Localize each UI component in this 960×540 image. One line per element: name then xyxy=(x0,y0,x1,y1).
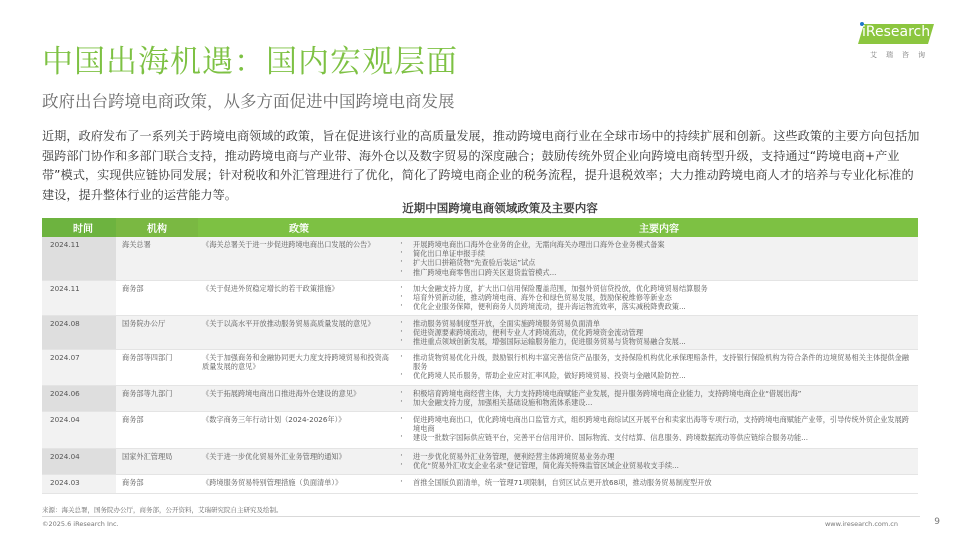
cell-content xyxy=(396,237,918,280)
header-content: 主要内容 xyxy=(396,218,918,237)
content-bullet: · 建设一批数字国际供应链平台，完善平台信用评价、国际物流、支付结算、信息服务、跨境数据流动等供应链综合服务功能... xyxy=(400,433,912,442)
cell-org: 商务部 xyxy=(116,281,198,315)
cell-time: 2024.07 xyxy=(42,350,116,385)
content-bullet: · 扩大出口拼箱货物“先查验后装运”试点 xyxy=(400,258,912,267)
cell-content xyxy=(396,281,918,315)
content-bullet: · 简化出口单证申报手续 xyxy=(400,249,912,258)
content-bullet: · 促进跨境电商出口，优化跨境电商出口监管方式，组织跨境电商综试区开展平台和卖家出海等专项行动，支持跨境电商赋能产业带，引导传统外贸企业发展跨境电商 xyxy=(400,415,912,433)
content-bullet: · 培育外贸新动能，推动跨境电商、海外仓和绿色贸易发展，鼓励保税维修等新业态 xyxy=(400,293,912,302)
cell-policy: 《数字商务三年行动计划（2024-2026年）》 xyxy=(198,412,396,448)
iresearch-logo xyxy=(858,22,938,64)
content-bullet: · 推广跨境电商零售出口跨关区退货监管模式... xyxy=(400,268,912,277)
cell-content xyxy=(396,316,918,349)
cell-time: 2024.11 xyxy=(42,237,116,280)
copyright: ©2025.6 iResearch Inc. xyxy=(42,520,119,528)
content-bullet: · 加大金融支持力度，加强相关基础设施和物流体系建设... xyxy=(400,398,912,407)
intro-paragraph: 近期，政府发布了一系列关于跨境电商领域的政策，旨在促进该行业的高质量发展，推动跨境电商行业在全球市场中的持续扩展和创新。这些政策的主要方向包括加强跨部门协作和多部门联合支持，推动跨境电商与产业带、海外仓以及数字贸易的深度融合；鼓励传统外贸企业向跨境电商转型升级，支持通过“跨境电商+产业带”模式，实现供应链协同发展；针对税收和外汇管理进行了优化，简化了跨境电商企业的税务流程，提升退税效率；大力推动跨境电商人才的培养与专业化标准的建设，提升整体行业的运营能力等。 xyxy=(42,129,920,202)
table-row xyxy=(42,237,918,281)
page-title: 中国出海机遇：国内宏观层面 xyxy=(42,44,458,80)
cell-org: 海关总署 xyxy=(116,237,198,280)
cell-policy: 《跨境服务贸易特别管理措施（负面清单）》 xyxy=(198,475,396,493)
table-row xyxy=(42,350,918,386)
header-time: 时间 xyxy=(42,218,116,237)
cell-policy: 《关于拓展跨境电商出口推进海外仓建设的意见》 xyxy=(198,386,396,411)
content-bullet: · 积极培育跨境电商经营主体，大力支持跨境电商赋能产业发展，提升服务跨境电商企业能力，支持跨境电商企业“借展出海” xyxy=(400,389,912,398)
cell-time: 2024.11 xyxy=(42,281,116,315)
cell-time: 2024.06 xyxy=(42,386,116,411)
cell-org: 国务院办公厅 xyxy=(116,316,198,349)
logo-text: iResearch xyxy=(862,24,931,40)
table-header-row xyxy=(42,218,918,237)
footer-divider xyxy=(42,516,920,517)
table-row xyxy=(42,449,918,475)
header-org: 机构 xyxy=(116,218,198,237)
logo-cn-text: 艾瑞咨询 xyxy=(870,51,934,59)
content-bullet: · 优化“贸易外汇收支企业名录”登记管理，简化海关特殊监管区域企业贸易收支手续... xyxy=(400,461,912,470)
cell-content xyxy=(396,386,918,411)
cell-org: 商务部等九部门 xyxy=(116,386,198,411)
content-bullet: · 进一步优化贸易外汇业务管理，便利经营主体跨境贸易业务办理 xyxy=(400,452,912,461)
cell-policy: 《关于以高水平开放推动服务贸易高质量发展的意见》 xyxy=(198,316,396,349)
content-bullet: · 优化企业服务保障，便利商务人员跨境流动，提升海运物流效率，落实减税降费政策... xyxy=(400,302,912,311)
cell-policy: 《海关总署关于进一步促进跨境电商出口发展的公告》 xyxy=(198,237,396,280)
content-bullet: · 推动货物贸易优化升级，鼓励银行机构丰富完善信贷产品服务，支持保险机构优化承保理赔条件，支持银行保险机构为符合条件的边境贸易相关主体提供金融服务 xyxy=(400,353,912,371)
cell-org: 国家外汇管理局 xyxy=(116,449,198,474)
table-title: 近期中国跨境电商领域政策及主要内容 xyxy=(402,201,598,215)
cell-policy: 《关于加强商务和金融协同更大力度支持跨境贸易和投资高质量发展的意见》 xyxy=(198,350,396,385)
content-bullet: · 促进资源要素跨境流动，便利专业人才跨境流动，优化跨境资金流动管理 xyxy=(400,328,912,337)
cell-content xyxy=(396,412,918,448)
content-bullet: · 加大金融支持力度，扩大出口信用保险覆盖范围，加强外贸信贷投放，优化跨境贸易结算服务 xyxy=(400,284,912,293)
cell-time: 2024.04 xyxy=(42,412,116,448)
cell-time: 2024.08 xyxy=(42,316,116,349)
content-bullet: · 推动服务贸易制度型开放，全面实施跨境服务贸易负面清单 xyxy=(400,319,912,328)
cell-policy: 《关于促进外贸稳定增长的若干政策措施》 xyxy=(198,281,396,315)
cell-content xyxy=(396,475,918,493)
cell-org: 商务部等四部门 xyxy=(116,350,198,385)
table-row xyxy=(42,386,918,412)
cell-content xyxy=(396,449,918,474)
cell-time: 2024.03 xyxy=(42,475,116,493)
page-subtitle: 政府出台跨境电商政策，从多方面促进中国跨境电商发展 xyxy=(42,92,455,111)
table-row xyxy=(42,412,918,449)
source-note: 来源：海关总署，国务院办公厅，商务部，公开资料，艾瑞研究院自主研究及绘制。 xyxy=(42,506,283,514)
policy-table xyxy=(42,218,918,494)
cell-policy: 《关于进一步优化贸易外汇业务管理的通知》 xyxy=(198,449,396,474)
page-number: 9 xyxy=(934,517,940,527)
content-bullet: · 开展跨境电商出口海外仓业务的企业，无需向海关办理出口海外仓业务模式备案 xyxy=(400,240,912,249)
cell-org: 商务部 xyxy=(116,412,198,448)
cell-time: 2024.04 xyxy=(42,449,116,474)
header-policy: 政策 xyxy=(198,218,396,237)
content-bullet: · 推进重点领域创新发展，增强国际运输服务能力，促进服务贸易与货物贸易融合发展... xyxy=(400,337,912,346)
content-bullet: · 优化跨境人民币服务，帮助企业应对汇率风险，做好跨境贸易、投资与金融风险防控... xyxy=(400,371,912,380)
website-link[interactable]: www.iresearch.com.cn xyxy=(824,520,898,528)
table-row xyxy=(42,475,918,494)
cell-content xyxy=(396,350,918,385)
table-row xyxy=(42,281,918,316)
content-bullet: · 首推全国版负面清单，统一管理71项限制，自贸区试点更开放68项，推动服务贸易制度型开放 xyxy=(400,478,912,487)
table-row xyxy=(42,316,918,350)
cell-org: 商务部 xyxy=(116,475,198,493)
